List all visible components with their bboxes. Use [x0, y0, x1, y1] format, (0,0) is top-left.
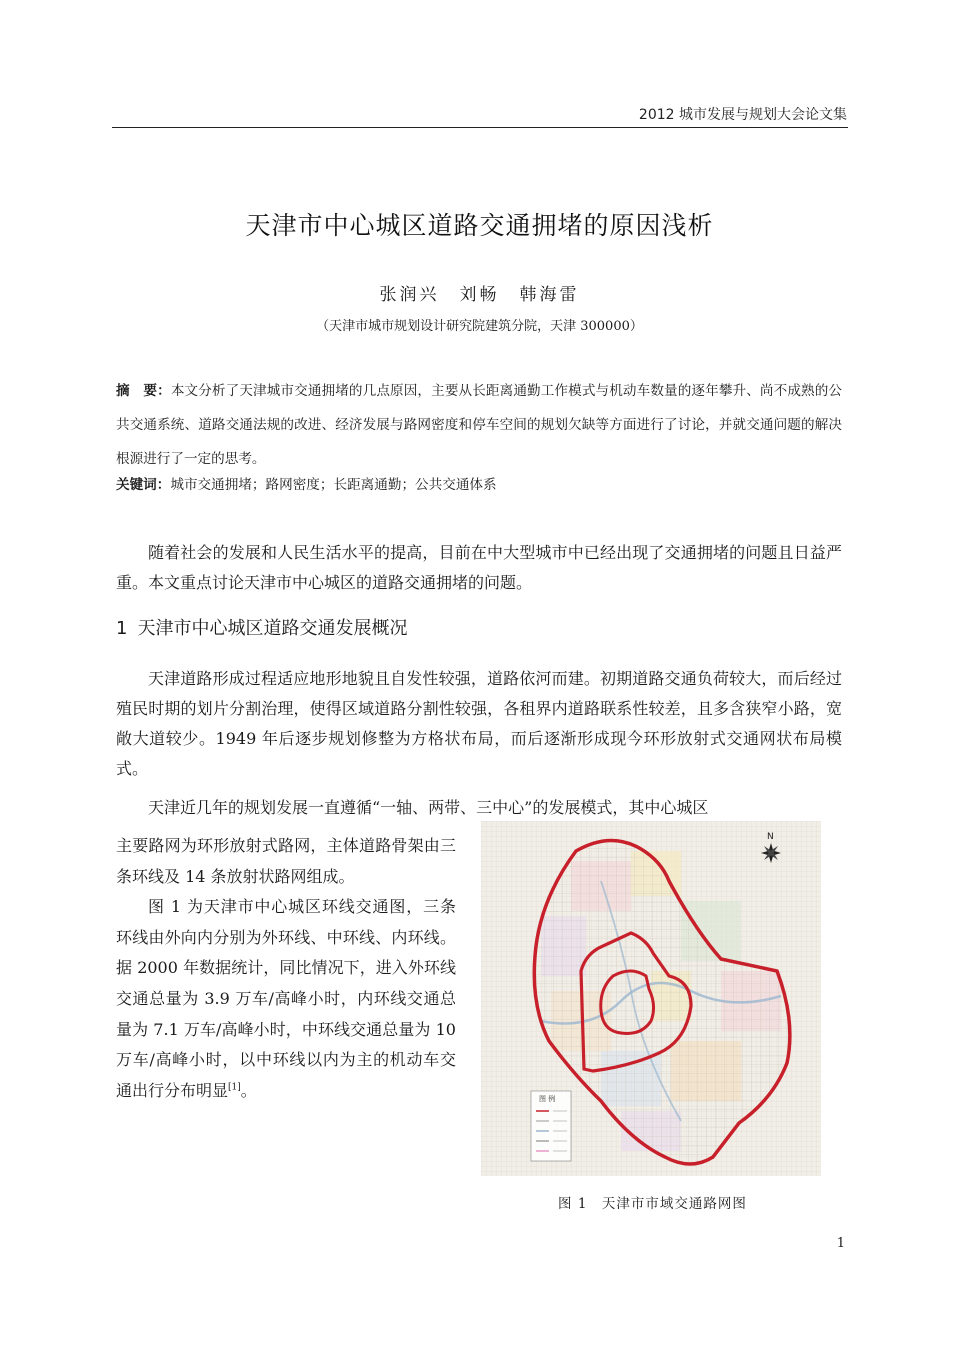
- page-number: 1: [836, 1236, 845, 1251]
- section-heading: [116, 614, 407, 640]
- keywords-label: 关键词：: [116, 477, 171, 493]
- paper-title: 天津市中心城区道路交通拥堵的原因浅析: [245, 211, 714, 240]
- keywords-text: 城市交通拥堵；路网密度；长距离通勤；公共交通体系: [170, 477, 497, 493]
- running-header: 2012 城市发展与规划大会论文集: [638, 107, 847, 123]
- section-title: 天津市中心城区道路交通发展概况: [137, 618, 408, 639]
- section-number: 1: [116, 618, 128, 639]
- citation-ref: [1]: [228, 1082, 241, 1093]
- wrapped-text-column: [116, 831, 456, 1106]
- keywords: [116, 468, 842, 502]
- paragraph-history: 天津道路形成过程适应地形地貌且自发性较强，道路依河而建。初期道路交通负荷较大，而后经过殖民时期的划片分割治理，使得区域道路分割性较强，各租界内道路联系性较差，且多含狭窄小路，宽敞大道较少。1949 年后逐步规划修整为方格状布局，而后逐渐形成现今环形放射式交通网状布局模式。: [116, 669, 842, 778]
- paper-affiliation: （天津市城市规划设计研究院建筑分院，天津 300000）: [316, 319, 643, 334]
- ring-traffic-text: 图 1 为天津市中心城区环线交通图，三条环线由外向内分别为外环线、中环线、内环线。据 2000 年数据统计，同比情况下，进入外环线交通总量为 3.9 万车/高峰小时，内环线交通总量为 7.1 万车/高峰小时，中环线交通总量为 10 万车/高峰小时，以中环线以内为主的机动车交通出行分布明显: [116, 897, 456, 1100]
- north-label: N: [767, 832, 774, 842]
- abstract-label: 摘 要：: [116, 383, 171, 399]
- abstract: [116, 374, 842, 476]
- paragraph-development-wrap: 主要路网为环形放射式路网，主体道路骨架由三条环线及 14 条放射状路网组成。: [116, 836, 456, 886]
- map-svg: [481, 821, 821, 1176]
- map-legend: [531, 1091, 571, 1161]
- paragraph-ring-traffic: [116, 892, 456, 1106]
- legend-label: 图 例: [539, 1095, 556, 1103]
- header-rule: [112, 127, 848, 128]
- abstract-text: 本文分析了天津城市交通拥堵的几点原因，主要从长距离通勤工作模式与机动车数量的逐年攀升、尚不成熟的公共交通系统、道路交通法规的改进、经济发展与路网密度和停车空间的规划欠缺等方面进行了讨论，并就交通问题的解决根源进行了一定的思考。: [116, 383, 843, 467]
- paragraph-development-full: 天津近几年的规划发展一直遵循“一轴、两带、三中心”的发展模式，其中心城区: [148, 798, 709, 817]
- ring-traffic-end: 。: [240, 1080, 257, 1100]
- intro-paragraph: 随着社会的发展和人民生活水平的提高，目前在中大型城市中已经出现了交通拥堵的问题且日益严重。本文重点讨论天津市中心城区的道路交通拥堵的问题。: [116, 543, 842, 592]
- figure-map: [481, 821, 821, 1176]
- figure-caption: 图 1 天津市市域交通路网图: [558, 1196, 747, 1212]
- paper-authors: 张润兴 刘畅 韩海雷: [379, 285, 580, 305]
